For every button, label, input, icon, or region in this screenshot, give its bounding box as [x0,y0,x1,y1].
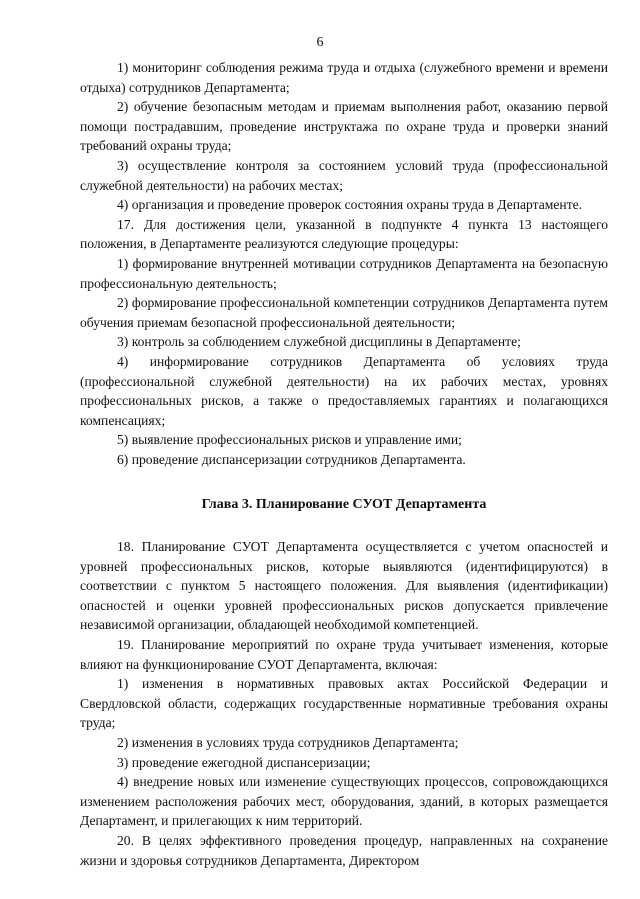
paragraph: 17. Для достижения цели, указанной в подпункте 4 пункта 13 настоящего положения, в Департаменте реализуются следующие процедуры: [80,216,608,252]
paragraph: 6) проведение диспансеризации сотрудников Департамента. [117,451,466,467]
paragraph: 5) выявление профессиональных рисков и управление ими; [117,432,462,448]
paragraph: 3) контроль за соблюдением служебной дисциплины в Департаменте; [117,334,521,350]
paragraph: 1) формирование внутренней мотивации сотрудников Департамента на безопасную профессиональную деятельность; [80,255,608,291]
page-number: 6 [316,35,324,50]
spacer [80,515,608,537]
paragraph: 2) формирование профессиональной компетенции сотрудников Департамента путем обучения приемам безопасной профессиональной деятельности; [80,295,608,330]
paragraph: 2) изменения в условиях труда сотрудников Департамента; [117,735,459,750]
spacer [80,469,608,495]
paragraph: 20. В целях эффективного проведения процедур, направленных на сохранение жизни и здоровья сотрудников Департамента, Директором [80,832,608,868]
paragraph: 3) осуществление контроля за состоянием условий труда (профессиональной служебной деятельности) на рабочих местах; [80,157,608,193]
paragraph: 2) обучение безопасным методам и приемам выполнения работ, оказанию первой помощи пострадавшим, проведение инструктажа по охране труда и проверки знаний требований охраны труда; [80,99,608,154]
document-body [80,58,608,870]
paragraph: 4) информирование сотрудников Департамента об условиях труда (профессиональной служебной деятельности) на их рабочих местах, уровнях профессиональных рисков, а также о предоставляемых гарантиях и полагающихся компенсациях; [80,353,608,428]
chapter-heading: Глава 3. Планирование СУОТ Департамента [201,497,487,513]
paragraph: 1) изменения в нормативных правовых актах Российской Федерации и Свердловской области, содержащих государственные нормативные требования охраны труда; [80,676,608,731]
paragraph: 19. Планирование мероприятий по охране труда учитывает изменения, которые влияют на функционирование СУОТ Департамента, включая: [80,637,608,672]
paragraph: 18. Планирование СУОТ Департамента осуществляется с учетом опасностей и уровней профессиональных рисков, которые выявляются (идентифицируются) в соответствии с пунктом 5 настоящего положения. Для выявления (идентификации) опасностей и оценки уровней профессиональных рисков допускается привлечение независимой организации, обладающей необходимой компетенцией. [80,539,608,633]
paragraph: 4) организация и проведение проверок состояния охраны труда в Департаменте. [117,197,583,213]
paragraph: 4) внедрение новых или изменение существующих процессов, сопровождающихся изменением расположения рабочих мест, оборудования, зданий, в которых размещается Департамент, и прилегающих к ним территорий. [80,774,608,829]
paragraph: 3) проведение ежегодной диспансеризации; [117,754,371,770]
paragraph: 1) мониторинг соблюдения режима труда и отдыха (служебного времени и времени отдыха) сотрудников Департамента; [80,60,608,95]
